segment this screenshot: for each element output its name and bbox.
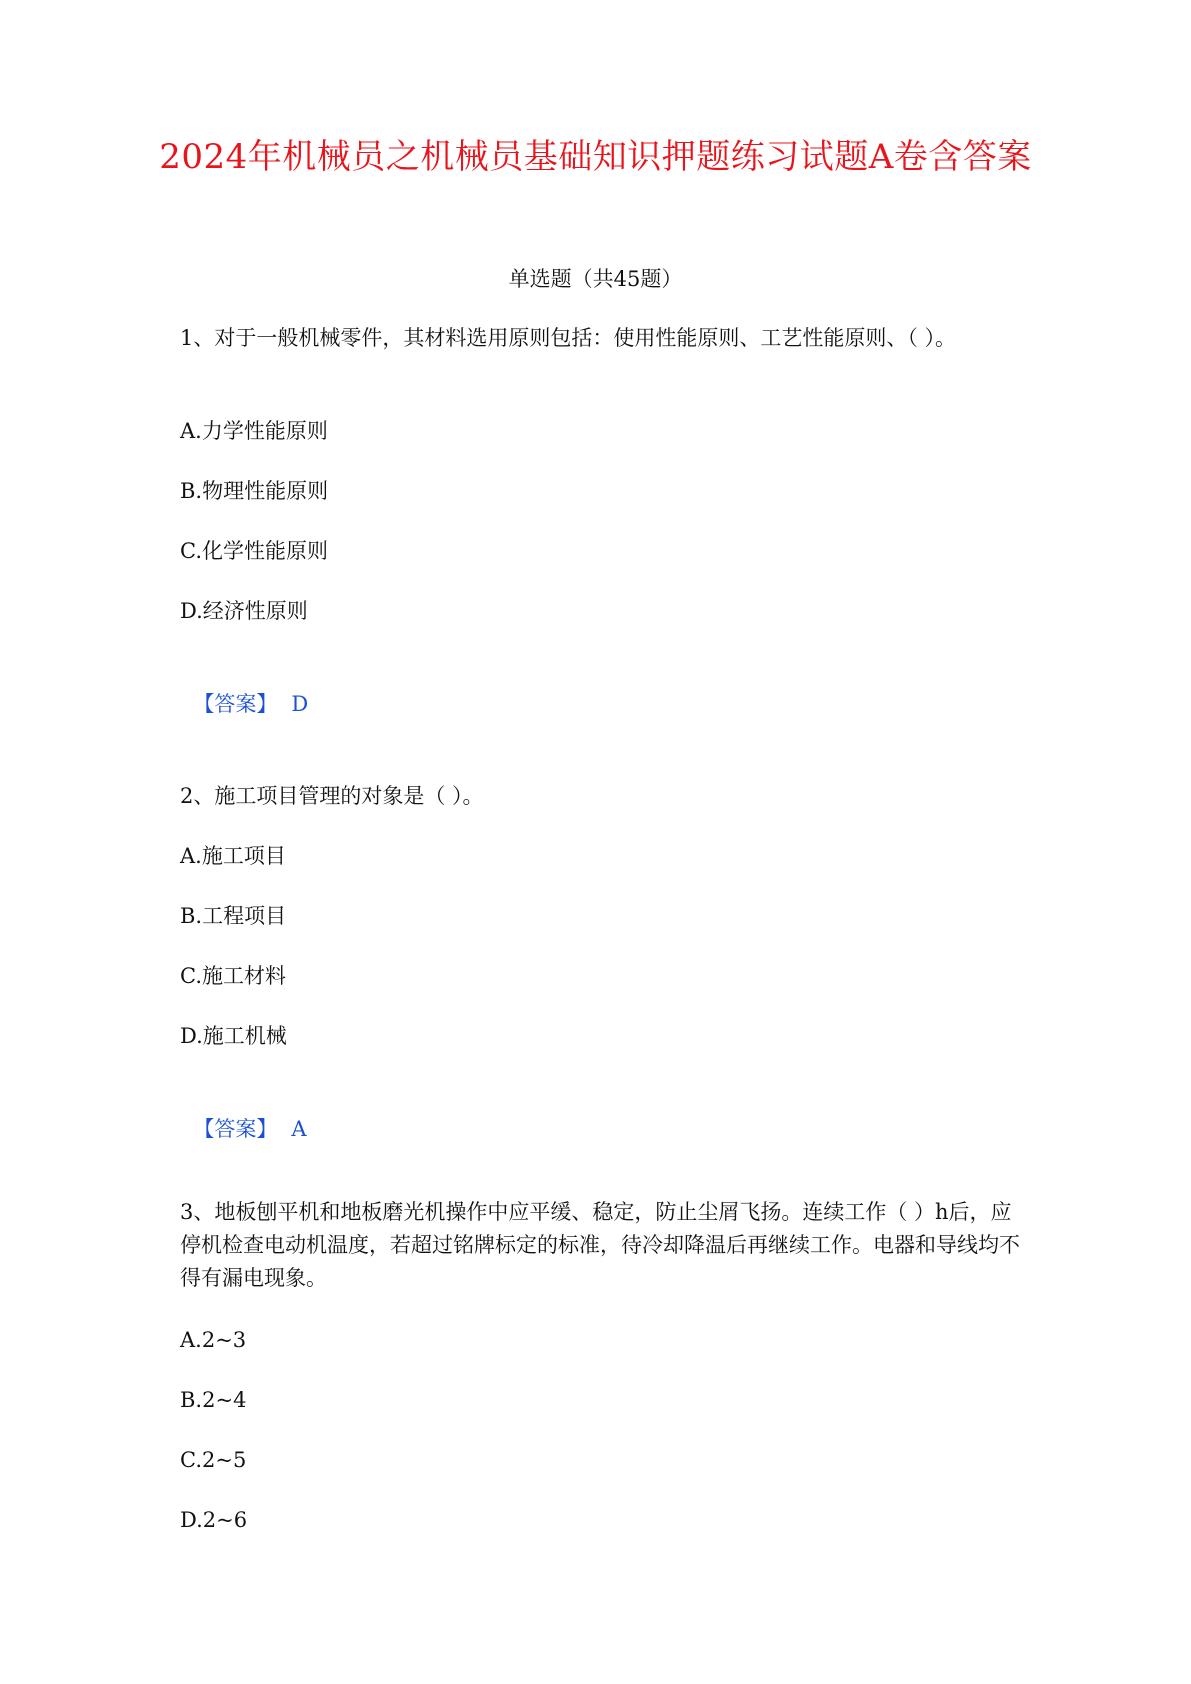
question-1-option-c: C.化学性能原则 — [180, 539, 328, 563]
question-2-stem: 2、施工项目管理的对象是（ ）。 — [180, 784, 484, 808]
question-3-option-b: B.2~4 — [180, 1388, 247, 1412]
question-1-answer — [180, 655, 1020, 721]
answer-label: 【答案】 — [193, 1117, 278, 1141]
question-2-option-a: A.施工项目 — [180, 844, 286, 868]
answer-value: D — [291, 692, 309, 716]
question-3-option-d: D.2~6 — [180, 1508, 248, 1532]
question-3-stem: 3、地板刨平机和地板磨光机操作中应平缓、稳定，防止尘屑飞扬。连续工作（ ）h后，应停机检查电动机温度，若超过铭牌标定的标准，待冷却降温后再继续工作。电器和导线均不得有漏电现象。 — [180, 1200, 1020, 1290]
question-3-option-a: A.2~3 — [180, 1328, 247, 1352]
question-1-option-d: D.经济性原则 — [180, 599, 308, 623]
document-title: 2024年机械员之机械员基础知识押题练习试题A卷含答案 — [159, 137, 1032, 177]
answer-value: A — [291, 1117, 307, 1141]
question-1-option-b: B.物理性能原则 — [180, 479, 329, 503]
question-3-option-c: C.2~5 — [180, 1448, 247, 1472]
answer-label: 【答案】 — [193, 692, 278, 716]
question-2-answer — [180, 1080, 1020, 1146]
question-2-option-d: D.施工机械 — [180, 1024, 287, 1048]
section-heading: 单选题（共45题） — [508, 267, 683, 291]
question-2-option-b: B.工程项目 — [180, 904, 287, 928]
question-2-option-c: C.施工材料 — [180, 964, 286, 988]
question-1-stem: 1、对于一般机械零件，其材料选用原则包括：使用性能原则、工艺性能原则、（ ）。 — [180, 326, 957, 350]
question-1-option-a: A.力学性能原则 — [180, 419, 328, 443]
